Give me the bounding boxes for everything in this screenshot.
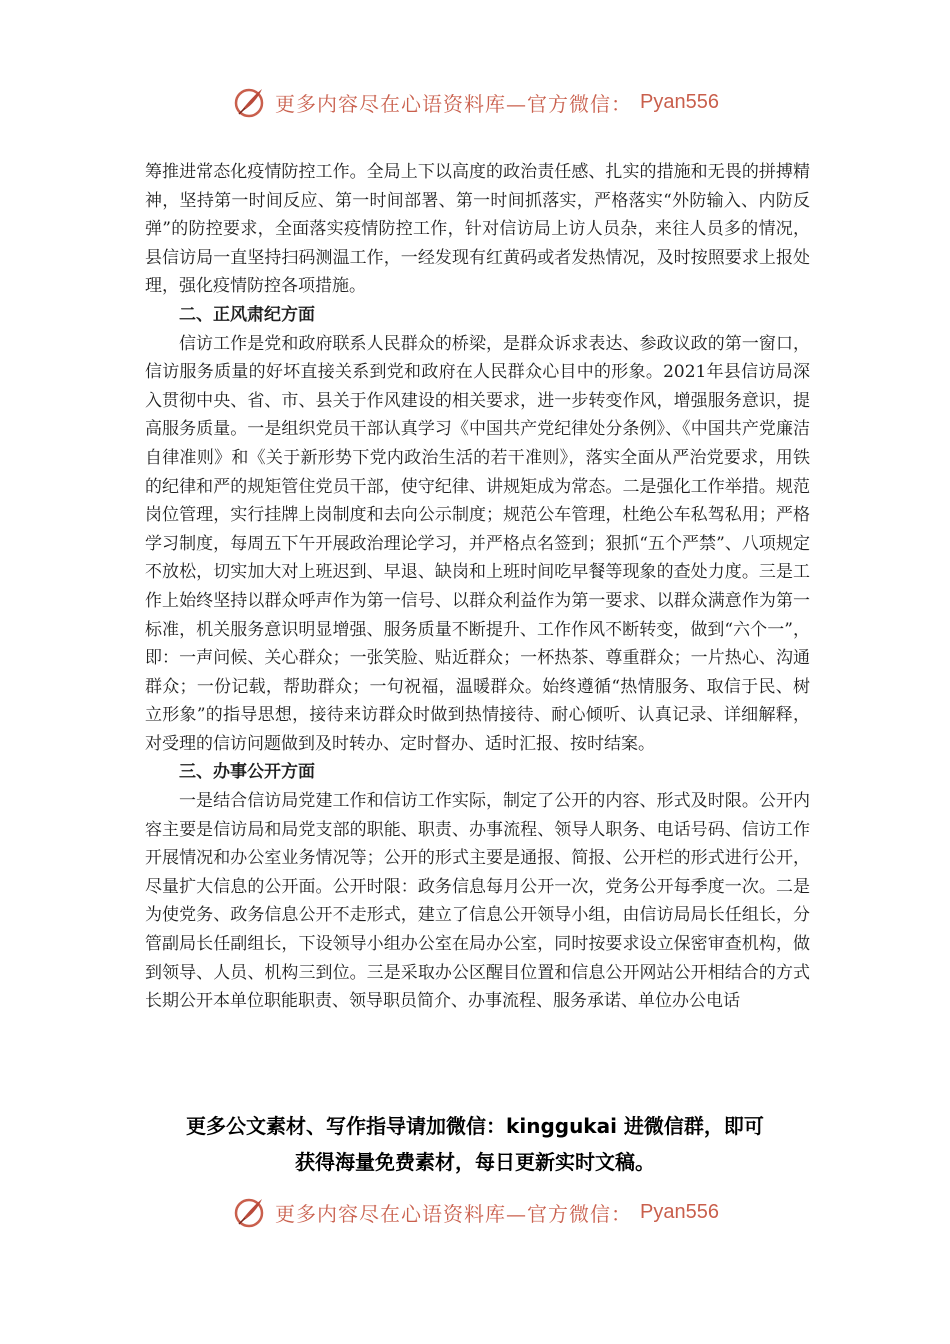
header-wechat-id: Pyan556 [640, 90, 719, 113]
footer-watermark-text: 更多内容尽在心语资料库—官方微信： [275, 1201, 633, 1226]
footer-wechat-id: Pyan556 [640, 1200, 719, 1223]
article-body [145, 158, 810, 1016]
promo-line-2: 获得海量免费素材，每日更新实时文稿。 [295, 1150, 655, 1174]
section-heading-openness: 三、办事公开方面 [179, 762, 315, 783]
paragraph-epidemic: 筹推进常态化疫情防控工作。全局上下以高度的政治责任感、扎实的措施和无畏的拼搏精神，坚持第一时间反应、第一时间部署、第一时间抓落实，严格落实“外防输入、内防反弹”的防控要求，全面落实疫情防控工作，针对信访局上访人员杂，来往人员多的情况，县信访局一直坚持扫码测温工作，一经发现有红黄码或者发热情况，及时按照要求上报处理，强化疫情防控各项措施。 [145, 162, 810, 297]
promo-line-1: 更多公文素材、写作指导请加微信：kinggukai 进微信群，即可 [186, 1114, 764, 1138]
footer-watermark [0, 1192, 950, 1232]
promo-notice [110, 1108, 840, 1180]
paragraph-discipline: 信访工作是党和政府联系人民群众的桥梁，是群众诉求表达、参政议政的第一窗口，信访服务质量的好坏直接关系到党和政府在人民群众心目中的形象。2021年县信访局深入贯彻中央、省、市、县关于作风建设的相关要求，进一步转变作风，增强服务意识，提高服务质量。一是组织党员干部认真学习《中国共产党纪律处分条例》、《中国共产党廉洁自律准则》和《关于新形势下党内政治生活的若干准则》，落实全面从严治党要求，用铁的纪律和严的规矩管住党员干部，使守纪律、讲规矩成为常态。二是强化工作举措。规范岗位管理，实行挂牌上岗制度和去向公示制度；规范公车管理，杜绝公车私驾私用；严格学习制度，每周五下午开展政治理论学习，并严格点名签到；狠抓“五个严禁”、八项规定不放松，切实加大对上班迟到、早退、缺岗和上班时间吃早餐等现象的查处力度。三是工作上始终坚持以群众呼声作为第一信号、以群众利益作为第一要求、以群众满意作为第一标准，机关服务意识明显增强、服务质量不断提升、工作作风不断转变，做到“六个一”，即：一声问候、关心群众；一张笑脸、贴近群众；一杯热茶、尊重群众；一片热心、沟通群众；一份记载，帮助群众；一句祝福，温暖群众。始终遵循“热情服务、取信于民、树立形象”的指导思想，接待来访群众时做到热情接待、耐心倾听、认真记录、详细解释，对受理的信访问题做到及时转办、定时督办、适时汇报、按时结案。 [145, 333, 810, 754]
header-watermark-text: 更多内容尽在心语资料库—官方微信： [275, 91, 633, 116]
section-heading-discipline: 二、正风肃纪方面 [179, 304, 315, 325]
paragraph-openness: 一是结合信访局党建工作和信访工作实际，制定了公开的内容、形式及时限。公开内容主要是信访局和局党支部的职能、职责、办事流程、领导人职务、电话号码、信访工作开展情况和办公室业务情况等；公开的形式主要是通报、简报、公开栏的形式进行公开，尽量扩大信息的公开面。公开时限：政务信息每月公开一次，党务公开每季度一次。二是为使党务、政务信息公开不走形式，建立了信息公开领导小组，由信访局局长任组长，分管副局长任副组长，下设领导小组办公室在局办公室，同时按要求设立保密审查机构，做到领导、人员、机构三到位。三是采取办公区醒目位置和信息公开网站公开相结合的方式长期公开本单位职能职责、领导职员简介、办事流程、服务承诺、单位办公电话 [145, 791, 810, 1012]
quill-pen-logo-icon [231, 1194, 267, 1230]
header-watermark [0, 82, 950, 122]
quill-pen-logo-icon [231, 84, 267, 120]
